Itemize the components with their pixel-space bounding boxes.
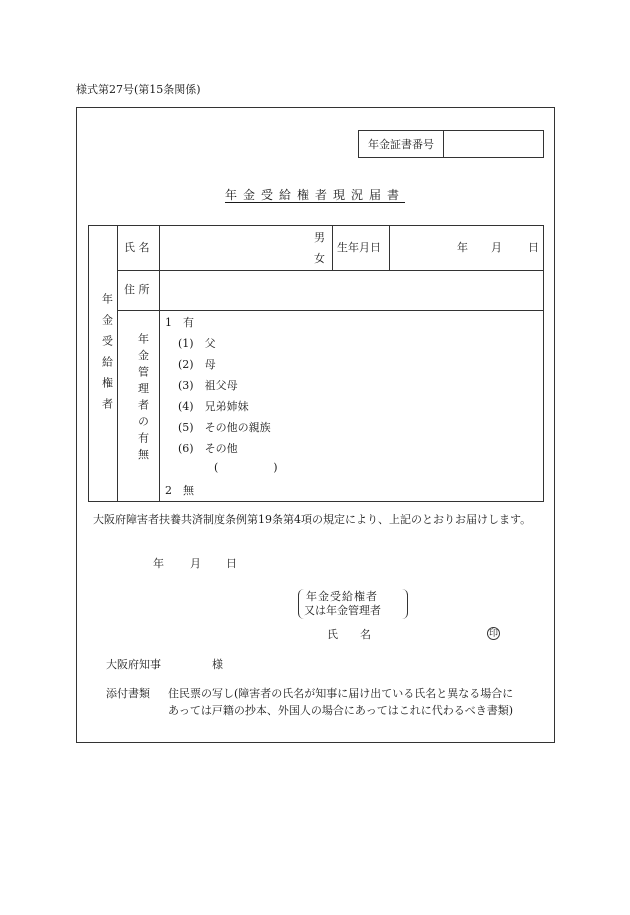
address-field[interactable] (160, 271, 543, 310)
option-mother[interactable]: (2) 母 (178, 358, 216, 371)
signer-line1: 年金受給権者 (306, 590, 378, 603)
birthdate-month[interactable]: 月 (491, 241, 502, 254)
certificate-number-box (358, 130, 544, 158)
document-title-text: 年金受給権者現況届書 (224, 188, 405, 202)
option-father[interactable]: (1) 父 (178, 337, 216, 350)
option-other-detail[interactable]: ( ) (214, 461, 278, 474)
manager-label-text: 年金管理者の有無 (136, 333, 150, 465)
option-has[interactable]: 1 有 (165, 316, 194, 329)
submission-month[interactable]: 月 (190, 557, 201, 570)
name-field[interactable] (160, 226, 332, 270)
declaration-text (82, 512, 552, 527)
option-grandparents[interactable]: (3) 祖父母 (178, 379, 238, 392)
manager-label (131, 333, 150, 474)
option-none[interactable]: 2 無 (165, 484, 194, 497)
sex-female-option[interactable]: 女 (314, 252, 325, 265)
submission-year[interactable]: 年 (153, 557, 164, 570)
attachment-line1: 住民票の写し(障害者の氏名が知事に届け出ている氏名と異なる場合に (168, 687, 514, 700)
declaration-text-body: 大阪府障害者扶養共済制度条例第19条第4項の規定により、上記のとおりお届けします。 (93, 513, 532, 526)
addressee-governor: 大阪府知事 (106, 658, 161, 671)
signer-name-label: 氏 名 (327, 628, 371, 641)
form-number-label: 様式第27号(第15条関係) (76, 83, 201, 96)
certificate-number-label: 年金証書番号 (359, 131, 444, 157)
birthdate-day[interactable]: 日 (528, 241, 539, 254)
address-label: 住 所 (124, 283, 150, 296)
signer-name-field[interactable] (385, 626, 483, 642)
attachment-label: 添付書類 (106, 687, 150, 700)
attachment-line2: あっては戸籍の抄本、外国人の場合にあってはこれに代わるべき書類) (168, 704, 514, 717)
submission-day[interactable]: 日 (226, 557, 237, 570)
option-siblings[interactable]: (4) 兄弟姉妹 (178, 400, 249, 413)
document-title (0, 186, 630, 203)
recipient-group-label-text: 年金受給権者 (100, 293, 114, 419)
signer-line2: 又は年金管理者 (304, 604, 381, 617)
birthdate-year[interactable]: 年 (457, 241, 468, 254)
option-other-relatives[interactable]: (5) その他の親族 (178, 421, 271, 434)
birthdate-label: 生年月日 (337, 241, 381, 254)
recipient-group-label (95, 293, 114, 428)
name-label: 氏 名 (124, 241, 150, 254)
sex-male-option[interactable]: 男 (314, 231, 325, 244)
certificate-number-field[interactable] (444, 131, 543, 157)
option-other[interactable]: (6) その他 (178, 442, 238, 455)
seal-icon: 印 (488, 629, 498, 639)
addressee-honorific: 様 (212, 658, 223, 671)
